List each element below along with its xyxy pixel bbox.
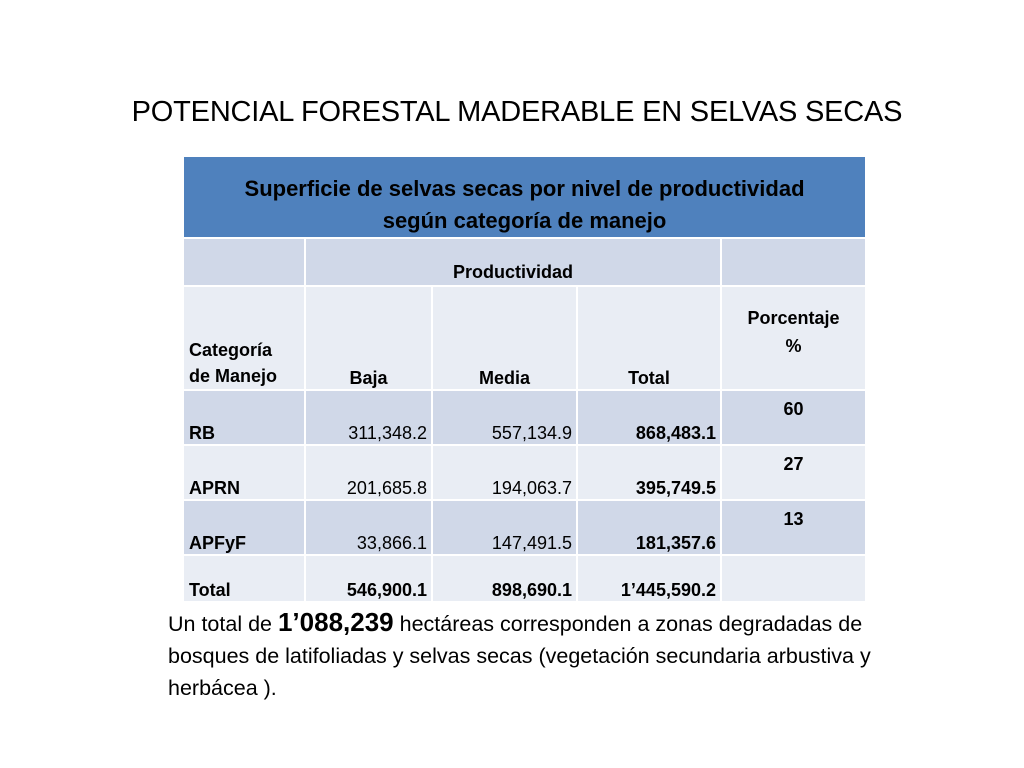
row-low-value: 311,348.2 — [305, 390, 432, 445]
table-row — [183, 500, 866, 555]
row-total-value: 868,483.1 — [577, 390, 721, 445]
row-low-value: 201,685.8 — [305, 445, 432, 500]
total-medium-value: 898,690.1 — [432, 555, 577, 602]
column-header-percent-line2: % — [785, 336, 802, 356]
row-total-value: 395,749.5 — [577, 445, 721, 500]
productivity-table — [182, 155, 867, 603]
total-total-value: 1’445,590.2 — [577, 555, 721, 602]
column-header-percent-line1: Porcentaje — [747, 308, 840, 328]
table-row — [183, 445, 866, 500]
row-category: APRN — [183, 445, 305, 500]
row-category: APFyF — [183, 500, 305, 555]
total-percent-empty — [721, 555, 866, 602]
column-header-medium: Media — [432, 286, 577, 390]
table-caption — [183, 156, 866, 238]
group-header-row — [183, 238, 866, 286]
column-header-low: Baja — [305, 286, 432, 390]
slide-title: POTENCIAL FORESTAL MADERABLE EN SELVAS SECAS — [131, 96, 903, 128]
column-header-category-line1: Categoría — [189, 340, 273, 360]
row-total-value: 181,357.6 — [577, 500, 721, 555]
column-header-total: Total — [577, 286, 721, 390]
note-highlight: 1’088,239 — [277, 607, 394, 637]
table-caption-line2: según categoría de manejo — [382, 208, 667, 233]
row-medium-value: 147,491.5 — [432, 500, 577, 555]
total-row-label: Total — [183, 555, 305, 602]
total-row — [183, 555, 866, 602]
row-medium-value: 194,063.7 — [432, 445, 577, 500]
column-header-percent — [721, 286, 866, 390]
column-header-category-line2: de Manejo — [189, 366, 278, 386]
group-header-productividad: Productividad — [305, 238, 721, 286]
note-prefix: Un total de — [168, 612, 278, 636]
row-low-value: 33,866.1 — [305, 500, 432, 555]
total-low-value: 546,900.1 — [305, 555, 432, 602]
note-suffix: hectáreas corresponden a zonas degradadas de bosques de latifoliadas y selvas secas (vegetación secundaria arbustiva y herbácea ). — [168, 612, 871, 700]
row-medium-value: 557,134.9 — [432, 390, 577, 445]
table-row — [183, 390, 866, 445]
column-header-row — [183, 286, 866, 390]
table-caption-line1: Superficie de selvas secas por nivel de productividad — [244, 176, 805, 201]
row-percent-value: 27 — [721, 445, 866, 500]
table-caption-row — [183, 156, 866, 238]
row-percent-value: 60 — [721, 390, 866, 445]
column-header-category — [183, 286, 305, 390]
row-category: RB — [183, 390, 305, 445]
row-percent-value: 13 — [721, 500, 866, 555]
summary-note — [168, 606, 888, 704]
